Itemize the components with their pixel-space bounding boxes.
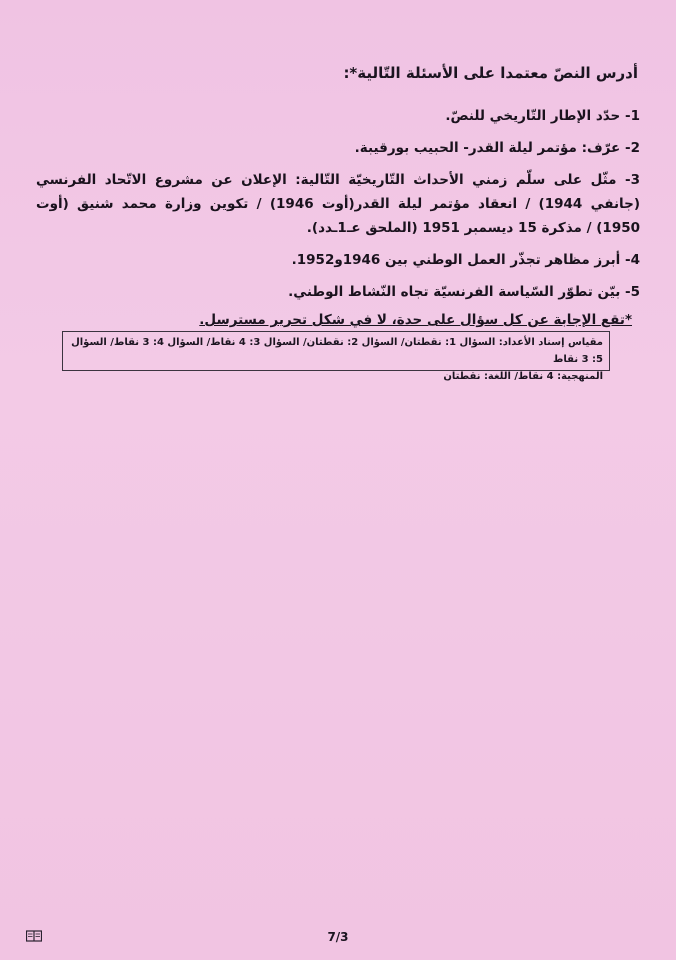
grading-rubric-box (62, 331, 610, 382)
question-5: 5- بيّن تطوّر السّياسة الفرنسيّة تجاه النّشاط الوطني. (288, 284, 640, 300)
instruction-heading: أدرس النصّ معتمدا على الأسئلة التّالية*: (343, 64, 638, 82)
answer-note: *تقع الإجابة عن كل سؤال على حدة، لا في شكل تحرير مسترسل. (199, 312, 632, 328)
question-2: 2- عرّف: مؤتمر ليلة القدر- الحبيب بورقيبة. (354, 140, 640, 156)
page-number: 7/3 (327, 930, 349, 944)
rubric-line-2: المنهجية: 4 نقاط/ اللغة: نقطتان (443, 371, 603, 382)
rubric-line-1: مقياس إسناد الأعداد: السؤال 1: نقطتان/ السؤال 2: نقطتان/ السؤال 3: 4 نقاط/ السؤال 4: 3 نقاط/ السؤال 5: 3 نقاط (71, 337, 603, 365)
question-4: 4- أبرز مظاهر تجذّر العمل الوطني بين 1946و1952. (291, 252, 640, 268)
question-1: 1- حدّد الإطار التّاريخي للنصّ. (445, 108, 640, 124)
document-body (36, 64, 640, 328)
question-3: 3- مثّل على سلّم زمني الأحداث التّاريخيّة التّالية: الإعلان عن مشروع الاتّحاد الفرنسي (جانفي 1944) / انعقاد مؤتمر ليلة القدر(أوت 1946) / تكوين وزارة محمد شنيق (أوت 1950) / مذكرة 15 ديسمبر 1951 (الملحق عـ1ـدد). (36, 172, 640, 236)
